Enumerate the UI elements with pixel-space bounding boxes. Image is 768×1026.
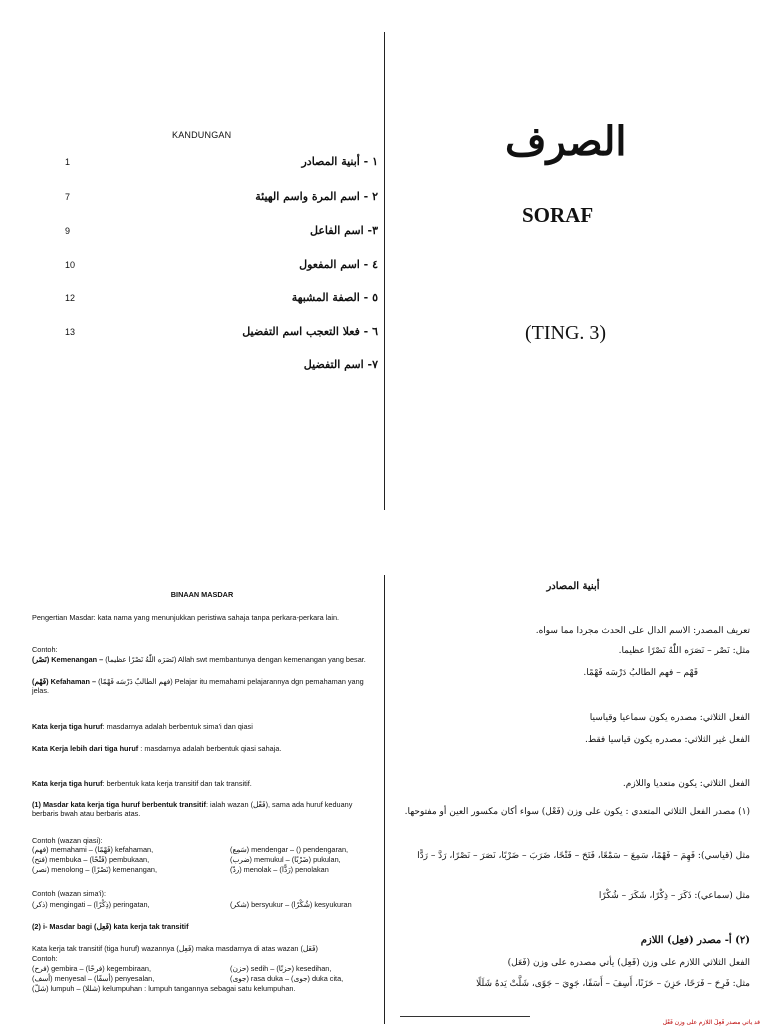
toc-entry[interactable] xyxy=(40,155,385,175)
section-1-title: (1) Masdar kata kerja tiga huruf berbentuk transitif xyxy=(32,800,206,809)
ar-ghayr: الفعل غير الثلاثي: مصدره يكون قياسيا فقط. xyxy=(584,735,750,745)
example-2-term: (فَهْم) Kefahaman – xyxy=(32,677,97,686)
ar-rule-2-text: الفعل الثلاثي اللازم على وزن (فَعِل) يأتي مصدره على وزن (فَعَل) xyxy=(507,958,750,968)
rule-label: Kata kerja tiga huruf xyxy=(32,779,103,788)
example-cell: (شكر) bersyukur – (شُكْرًا) kesyukuran xyxy=(230,900,352,909)
toc-entry[interactable] xyxy=(40,358,385,378)
toc-entry-title: ٥ - الصفة المشبهة xyxy=(291,291,378,304)
example-1 xyxy=(32,655,372,664)
rule-text: : berbentuk kata kerja transitif dan tak transitif. xyxy=(102,779,252,788)
footnote-rule xyxy=(400,1016,530,1017)
section-1 xyxy=(32,800,372,818)
rule-label: Kata Kerja lebih dari tiga huruf xyxy=(32,744,139,753)
rule-text: : masdarnya adalah berbentuk qiasi sahaja. xyxy=(138,744,282,753)
example-cell: (ضرب) memukul – (ضَرْبًا) pukulan, xyxy=(230,855,341,864)
toc-page-number: 13 xyxy=(65,327,76,337)
example-cell: (سَمِع) mendengar – () pendengaran, xyxy=(230,845,349,854)
simai-row xyxy=(32,900,372,909)
toc-page-number: 7 xyxy=(65,192,71,202)
example-cell: (ردّ) menolak – (رَدًّا) penolakan xyxy=(230,865,329,874)
ar-muta: الفعل الثلاثي: يكون متعديا واللازم. xyxy=(622,779,750,789)
example-cell: (فرح) gembira – (فرحًا) kegembiraan, xyxy=(32,964,151,973)
ar-rule-1: (١) مصدر الفعل الثلاثي المتعدي : يكون على وزن (فَعْل) سواء أكان مكسور العين أو مفتوحها. xyxy=(404,807,750,817)
toc-page-number: 12 xyxy=(65,293,76,303)
footnote: قد يأتي مصدر فَعِلَ اللازم على وزن فَعْل xyxy=(662,1020,760,1026)
rule-tiga-huruf xyxy=(32,722,372,731)
example-2-text: (فهم الطالبُ دَرْسَه فَهْمًا) Pelajar itu memahami pelajarannya dgn pemahaman yang jelas. xyxy=(32,677,364,695)
contoh-label-2: Contoh: xyxy=(32,954,58,963)
rule-lebih-tiga xyxy=(32,744,372,753)
section-2-text: Kata kerja tak transitif (tiga huruf) wazannya (فَعِل) maka masdarnya di atas wazan (فَعَل) xyxy=(32,944,318,953)
section-2-title: (2) i- Masdar bagi (فَعِل) kata kerja tak transitif xyxy=(32,922,189,931)
example-cell: (ذكر) mengingati – (ذِكْرًا) peringatan, xyxy=(32,900,150,909)
toc-entry[interactable] xyxy=(40,258,385,278)
toc-entry[interactable] xyxy=(40,325,385,345)
toc-entry-title: ٢ - اسم المرة واسم الهيئة xyxy=(255,190,378,203)
rule-label: Kata kerja tiga huruf xyxy=(32,722,103,731)
toc-entry-title: ٣- اسم الفاعل xyxy=(310,224,378,237)
ar-example: فَهْم – فهم الطالبُ دَرْسَه فَهْمًا. xyxy=(583,668,698,678)
ar-example-qiasi: مثل (قياسي): فَهِمَ – فَهْمًا، سَمِعَ – سَمْعًا، فَتَحَ – فَتْحًا، ضَرَبَ – ضَرْبًا، نَصَرَ – نَصْرًا، رَدَّ – رَدًّا xyxy=(417,851,750,861)
toc-entry-title: ٦ - فعلا التعجب اسم التفضيل xyxy=(242,325,378,338)
toc-entry[interactable] xyxy=(40,224,385,244)
center-divider-bottom xyxy=(384,575,385,1024)
example-1-text: (نَصَرَه اللّٰهُ نَصْرًا عظيما) Allah swt membantunya dengan kemenangan yang besar. xyxy=(105,655,366,664)
qiasi-row xyxy=(32,865,372,874)
example-cell: (أسف) menyesal – (أسفًا) penyesalan, xyxy=(32,974,155,983)
example-2 xyxy=(32,677,372,695)
toc-page-number: 1 xyxy=(65,157,71,167)
ar-definition: تعريف المصدر: الاسم الدال على الحدث مجردا مما سواه. xyxy=(535,626,750,636)
masdar-definition: Pengertian Masdar: kata nama yang menunjukkan peristiwa sahaja tanpa perkara-perkara lain. xyxy=(32,613,340,622)
rule-text: : masdarnya adalah berbentuk sima'i dan qiasi xyxy=(102,722,253,731)
section-1-text: : ialah wazan (فَعْل), sama ada huruf keduany berbaris bwah atau berbaris atas. xyxy=(32,800,353,818)
example-cell: (فتح) membuka – (فَتْحًا) pembukaan, xyxy=(32,855,150,864)
ar-rule-2: (٢) أ- مصدر (فعِل) اللازم xyxy=(640,935,750,946)
simai-label: Contoh (wazan sima'i): xyxy=(32,889,106,898)
contoh-label: Contoh: xyxy=(32,645,58,654)
qiasi-row xyxy=(32,855,372,864)
qiasi-label: Contoh (wazan qiasi): xyxy=(32,836,103,845)
qiasi-row xyxy=(32,845,372,854)
ar-example: مثل: نَصْر – نَصَرَه اللّٰهُ نَصْرًا عظيما. xyxy=(618,646,750,656)
section-2-row xyxy=(32,974,372,983)
toc-entry-title: ٧- اسم التفضيل xyxy=(303,358,378,371)
left-heading: BINAAN MASDAR xyxy=(170,590,234,599)
example-cell: (نصر) menolong – (نَصْرًا) kemenangan, xyxy=(32,865,157,874)
section-2-row xyxy=(32,964,372,973)
rule-transitif xyxy=(32,779,372,788)
toc-page-number: 10 xyxy=(65,260,76,270)
ar-example-simai: مثل (سماعي): ذَكَرَ – ذِكْرًا، شَكَرَ – شُكْرًا xyxy=(598,891,750,901)
ar-example-2: مثل: فَرِحَ – فَرَحًا، حَزِنَ – حَزَنًا، أَسِفَ – أَسَفًا، جَوِيَ – جَوًى، شَلَّتْ يَدهُ شَلَلًا xyxy=(476,979,750,989)
example-cell: (حزن) sedih – (حزنًا) kesedihan, xyxy=(230,964,332,973)
ar-thulathi: الفعل الثلاثي: مصدره يكون سماعيا وقياسيا xyxy=(589,713,750,723)
example-cell: (جوى) rasa duka – (جوى) duka cita, xyxy=(230,974,344,983)
toc-entry-title: ٤ - اسم المفعول xyxy=(299,258,378,271)
toc-entry[interactable] xyxy=(40,291,385,311)
toc-entry[interactable] xyxy=(40,190,385,210)
right-heading: أبنية المصادر xyxy=(546,581,600,592)
toc-entry-title: ١ - أبنية المصادر xyxy=(301,155,378,168)
toc-title: KANDUNGAN xyxy=(172,130,232,140)
cover-title: SORAF xyxy=(522,203,594,227)
example-cell: (فهم) memahami – (فَهْمًا) kefahaman, xyxy=(32,845,154,854)
section-2-last: (شلّ) lumpuh – (شللا) kelumpuhan : lumpuh tangannya sebagai satu kelumpuhan. xyxy=(32,984,296,993)
toc-page-number: 9 xyxy=(65,226,71,236)
cover-level: (TING. 3) xyxy=(525,322,607,344)
example-1-term: (نَصْر) Kemenangan – xyxy=(32,655,104,664)
arabic-cover-title: الصرف xyxy=(505,118,627,165)
